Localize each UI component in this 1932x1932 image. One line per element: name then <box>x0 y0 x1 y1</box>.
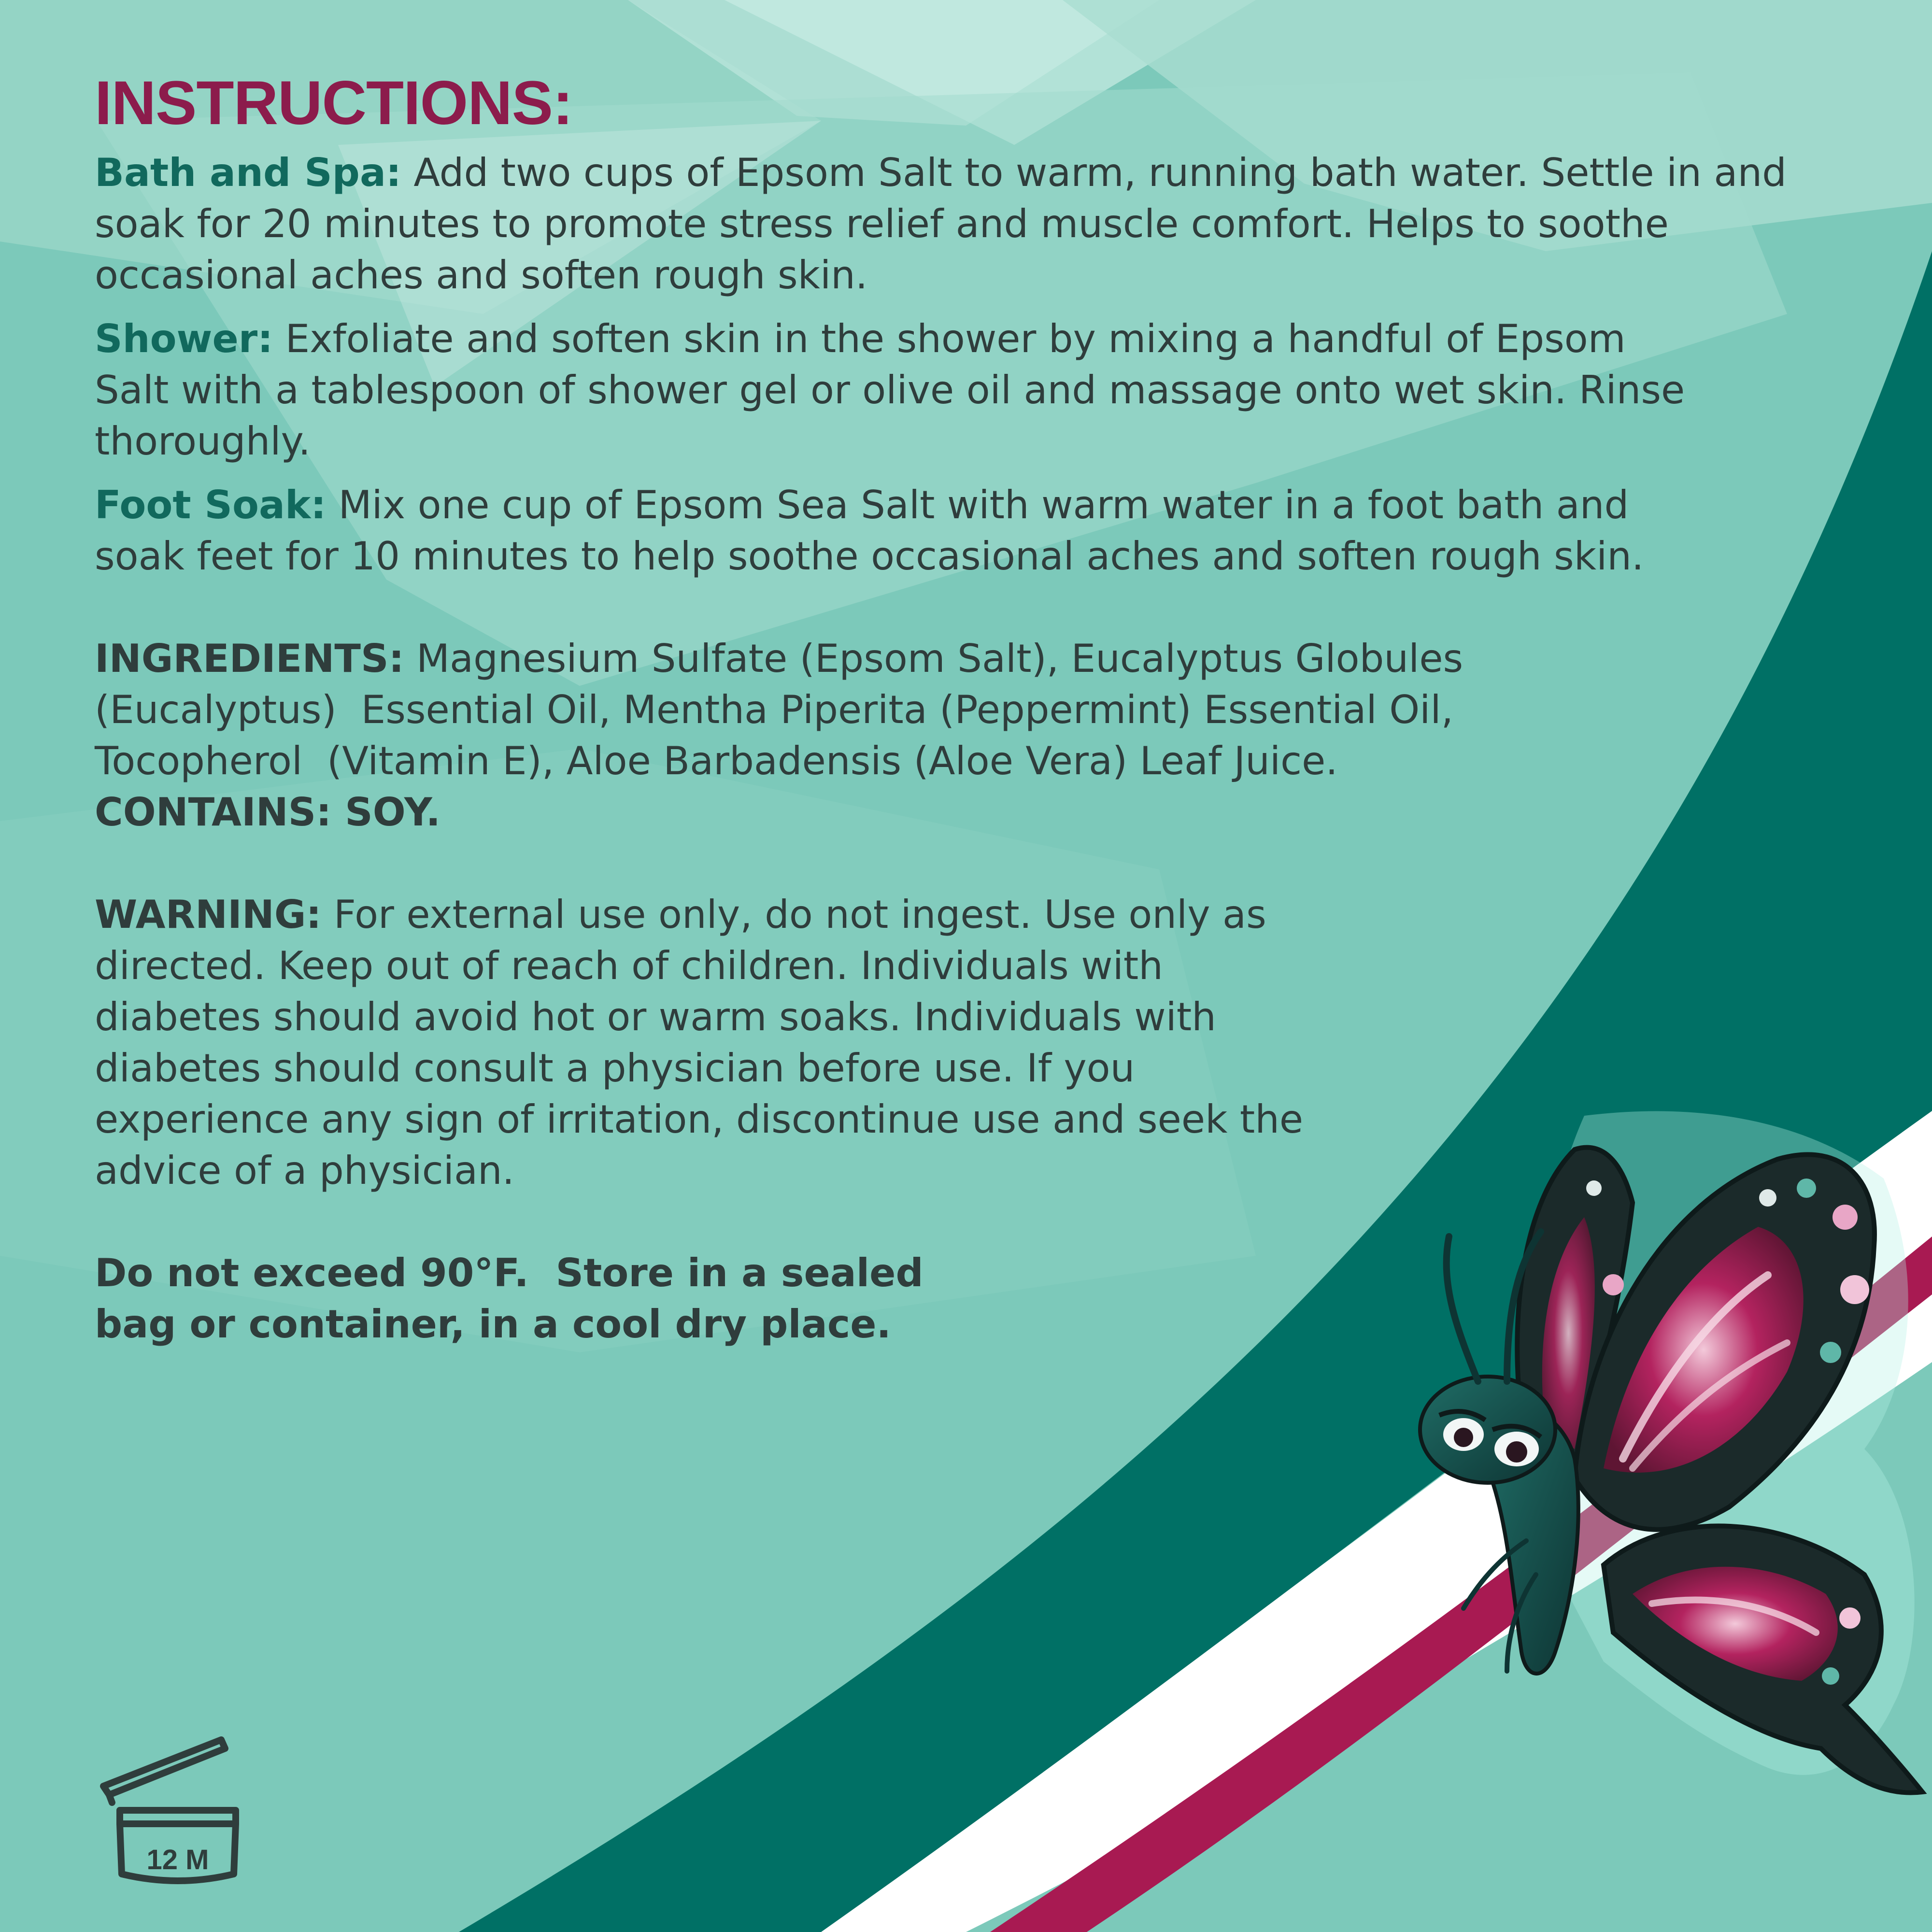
storage-paragraph: Do not exceed 90°F. Store in a sealed bag or container, in a cool dry place. <box>95 1250 937 1347</box>
shower-paragraph <box>95 313 1698 467</box>
warning-label: WARNING: <box>95 892 322 937</box>
instructions-heading: INSTRUCTIONS: <box>95 69 573 138</box>
bath-and-spa-paragraph <box>95 147 1814 301</box>
contains-allergen: CONTAINS: SOY. <box>95 790 440 835</box>
foot-soak-label: Foot Soak: <box>95 483 327 527</box>
butterfly-illustration <box>1236 1082 1932 1826</box>
pao-label: 12 M <box>146 1844 209 1875</box>
foot-soak-paragraph <box>95 480 1650 582</box>
shower-text: Exfoliate and soften skin in the shower by mixing a handful of Epsom Salt with a tablespoon of shower gel or olive oil and massage onto wet skin. Rinse thoroughly. <box>95 316 1685 464</box>
warning-paragraph <box>95 889 1331 1196</box>
bath-and-spa-label: Bath and Spa: <box>95 150 401 195</box>
ingredients-paragraph <box>95 633 1524 838</box>
shower-label: Shower: <box>95 316 273 361</box>
foot-soak-text: Mix one cup of Epsom Sea Salt with warm water in a foot bath and soak feet for 10 minutes to help soothe occasional aches and soften rough skin. <box>95 483 1644 579</box>
ingredients-label: INGREDIENTS: <box>95 636 404 681</box>
warning-text: For external use only, do not ingest. Use only as directed. Keep out of reach of children. Individuals with diabetes should avoid hot or warm soaks. Individuals with diabetes should consult a physician before use. If you experience any sign of irritation, discontinue use and seek the advice of a physician. <box>95 892 1304 1193</box>
open-jar-icon <box>95 1729 249 1889</box>
ingredients-text: Magnesium Sulfate (Epsom Salt), Eucalyptus Globules (Eucalyptus) Essential Oil, Mentha Piperita (Peppermint) Essential Oil, Tocopherol (Vitamin E), Aloe Barbadensis (Aloe Vera) Leaf Juice. <box>95 636 1476 783</box>
bath-and-spa-text: Add two cups of Epsom Salt to warm, running bath water. Settle in and soak for 20 minutes to promote stress relief and muscle comfort. Helps to soothe occasional aches and soften rough skin. <box>95 150 1787 298</box>
